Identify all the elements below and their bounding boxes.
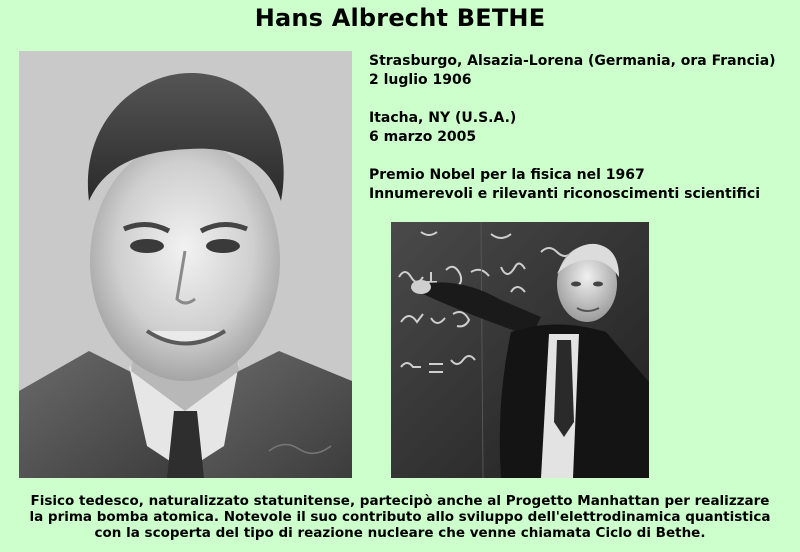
caption-line-1: Fisico tedesco, naturalizzato statunitense, partecipò anche al Progetto Manhattan per realizzare [30,493,770,509]
portrait-image [19,51,352,478]
caption-line-3: con la scoperta del tipo di reazione nucleare che venne chiamata Ciclo di Bethe. [94,525,706,541]
birth-block [369,52,789,90]
awards-block [369,166,789,204]
biography-caption [14,493,786,541]
birth-place: Strasburgo, Alsazia-Lorena (Germania, ora Francia) [369,53,776,69]
blackboard-photo [391,222,649,478]
page-title: Hans Albrecht BETHE [254,4,546,32]
recognitions: Innumerevoli e rilevanti riconoscimenti scientifici [369,186,760,202]
bio-info [369,52,789,223]
birth-date: 2 luglio 1906 [369,72,472,88]
death-date: 6 marzo 2005 [369,129,477,145]
nobel-award: Premio Nobel per la fisica nel 1967 [369,167,645,183]
caption-line-2: la prima bomba atomica. Notevole il suo contributo allo sviluppo dell'elettrodinamica quantistica [29,509,771,525]
death-place: Itacha, NY (U.S.A.) [369,110,517,126]
death-block [369,109,789,147]
